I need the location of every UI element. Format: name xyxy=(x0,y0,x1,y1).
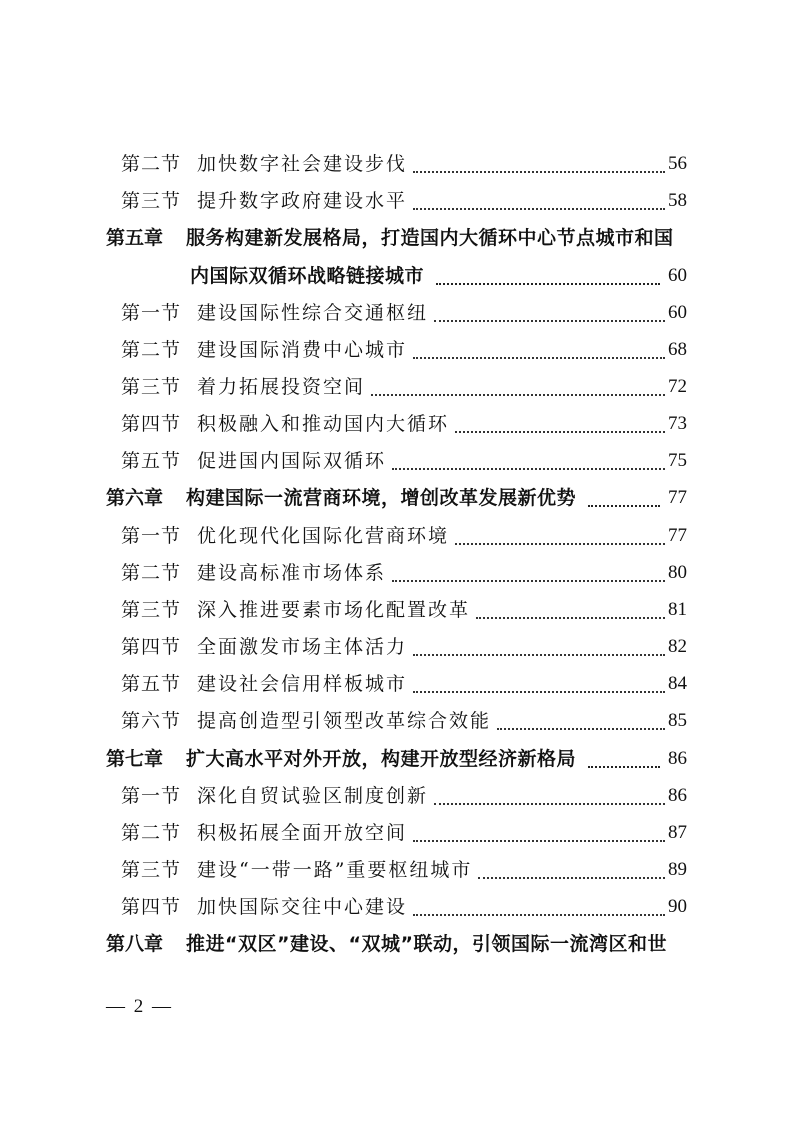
chapter-title-continued: 内国际双循环战略链接城市 xyxy=(190,265,425,287)
section-number: 第二节 xyxy=(121,822,182,844)
section-title: 建设国际性综合交通枢纽 xyxy=(197,302,429,324)
toc-chapter-entry[interactable] xyxy=(106,741,687,777)
dot-leader xyxy=(413,357,665,359)
page-number-footer: — 2 — xyxy=(106,996,173,1017)
section-title: 加快国际交往中心建设 xyxy=(197,896,408,918)
dot-leader xyxy=(413,691,665,693)
page-ref: 77 xyxy=(668,525,687,546)
page-ref: 60 xyxy=(668,265,687,286)
toc-section-entry[interactable] xyxy=(121,703,687,739)
section-number: 第四节 xyxy=(121,413,182,435)
dot-leader xyxy=(371,394,665,396)
dot-leader xyxy=(478,877,665,879)
section-number: 第四节 xyxy=(121,896,182,918)
toc-section-entry[interactable] xyxy=(121,183,687,219)
page-ref: 73 xyxy=(668,413,687,434)
section-number: 第二节 xyxy=(121,153,182,175)
section-number: 第四节 xyxy=(121,636,182,658)
section-number: 第一节 xyxy=(121,525,182,547)
toc-chapter-entry[interactable] xyxy=(106,480,687,516)
dot-leader xyxy=(434,320,665,322)
section-title: 深化自贸试验区制度创新 xyxy=(197,785,429,807)
dot-leader xyxy=(413,171,665,173)
dot-leader xyxy=(588,505,660,507)
chapter-number: 第五章 xyxy=(106,227,164,249)
section-number: 第三节 xyxy=(121,859,182,881)
page-ref: 81 xyxy=(668,599,687,620)
toc-section-entry[interactable] xyxy=(121,666,687,702)
section-title: 积极拓展全面开放空间 xyxy=(197,822,408,844)
section-title: 着力拓展投资空间 xyxy=(197,376,366,398)
section-number: 第二节 xyxy=(121,562,182,584)
dot-leader xyxy=(455,543,665,545)
page-ref: 77 xyxy=(668,487,687,508)
toc-section-entry[interactable] xyxy=(121,295,687,331)
chapter-number: 第七章 xyxy=(106,748,164,770)
section-title: 优化现代化国际化营商环境 xyxy=(197,525,450,547)
section-number: 第二节 xyxy=(121,339,182,361)
section-title: 提升数字政府建设水平 xyxy=(197,190,408,212)
page-ref: 87 xyxy=(668,822,687,843)
chapter-title: 服务构建新发展格局，打造国内大循环中心节点城市和国 xyxy=(186,227,674,249)
toc-section-entry[interactable] xyxy=(121,889,687,925)
dot-leader xyxy=(392,468,665,470)
dot-leader xyxy=(413,208,665,210)
dot-leader xyxy=(413,914,665,916)
page-ref: 58 xyxy=(668,190,687,211)
section-title: 加快数字社会建设步伐 xyxy=(197,153,408,175)
toc-section-entry[interactable] xyxy=(121,332,687,368)
toc-section-entry[interactable] xyxy=(121,518,687,554)
dot-leader xyxy=(476,617,665,619)
section-title: 建设社会信用样板城市 xyxy=(197,673,408,695)
section-title: 建设“一带一路”重要枢纽城市 xyxy=(197,859,473,881)
dot-leader xyxy=(392,580,665,582)
section-title: 建设国际消费中心城市 xyxy=(197,339,408,361)
page-ref: 86 xyxy=(668,785,687,806)
page-ref: 75 xyxy=(668,450,687,471)
toc-section-entry[interactable] xyxy=(121,146,687,182)
section-title: 深入推进要素市场化配置改革 xyxy=(197,599,471,621)
section-number: 第一节 xyxy=(121,785,182,807)
section-number: 第一节 xyxy=(121,302,182,324)
toc-section-entry[interactable] xyxy=(121,778,687,814)
page-ref: 60 xyxy=(668,302,687,323)
dot-leader xyxy=(455,431,665,433)
page-ref: 84 xyxy=(668,673,687,694)
section-title: 积极融入和推动国内大循环 xyxy=(197,413,450,435)
section-title: 提高创造型引领型改革综合效能 xyxy=(197,710,492,732)
dot-leader xyxy=(497,728,665,730)
toc-section-entry[interactable] xyxy=(121,369,687,405)
section-number: 第三节 xyxy=(121,190,182,212)
section-number: 第六节 xyxy=(121,710,182,732)
toc-chapter-entry[interactable] xyxy=(106,220,696,256)
toc-section-entry[interactable] xyxy=(121,443,687,479)
toc-section-entry[interactable] xyxy=(121,852,687,888)
chapter-number: 第六章 xyxy=(106,487,164,509)
page-ref: 82 xyxy=(668,636,687,657)
chapter-number: 第八章 xyxy=(106,933,164,955)
dot-leader xyxy=(413,840,665,842)
page-ref: 68 xyxy=(668,339,687,360)
section-title: 建设高标准市场体系 xyxy=(197,562,387,584)
page-ref: 56 xyxy=(668,153,687,174)
dot-leader xyxy=(588,766,660,768)
chapter-title: 扩大高水平对外开放，构建开放型经济新格局 xyxy=(186,748,577,770)
dot-leader xyxy=(413,654,665,656)
section-title: 促进国内国际双循环 xyxy=(197,450,387,472)
toc-section-entry[interactable] xyxy=(121,592,687,628)
page-ref: 90 xyxy=(668,896,687,917)
page-ref: 89 xyxy=(668,859,687,880)
page-ref: 72 xyxy=(668,376,687,397)
toc-chapter-entry-continued[interactable] xyxy=(190,258,687,294)
dot-leader xyxy=(434,803,665,805)
chapter-title: 构建国际一流营商环境，增创改革发展新优势 xyxy=(186,487,577,509)
toc-section-entry[interactable] xyxy=(121,815,687,851)
section-number: 第五节 xyxy=(121,450,182,472)
section-title: 全面激发市场主体活力 xyxy=(197,636,408,658)
page-ref: 80 xyxy=(668,562,687,583)
toc-section-entry[interactable] xyxy=(121,629,687,665)
section-number: 第三节 xyxy=(121,599,182,621)
dot-leader xyxy=(436,283,660,285)
chapter-title: 推进“双区”建设、“双城”联动，引领国际一流湾区和世 xyxy=(186,933,667,955)
section-number: 第三节 xyxy=(121,376,182,398)
page-ref: 86 xyxy=(668,748,687,769)
section-number: 第五节 xyxy=(121,673,182,695)
toc-chapter-entry[interactable] xyxy=(106,926,696,962)
toc-section-entry[interactable] xyxy=(121,555,687,591)
toc-section-entry[interactable] xyxy=(121,406,687,442)
page-ref: 85 xyxy=(668,710,687,731)
